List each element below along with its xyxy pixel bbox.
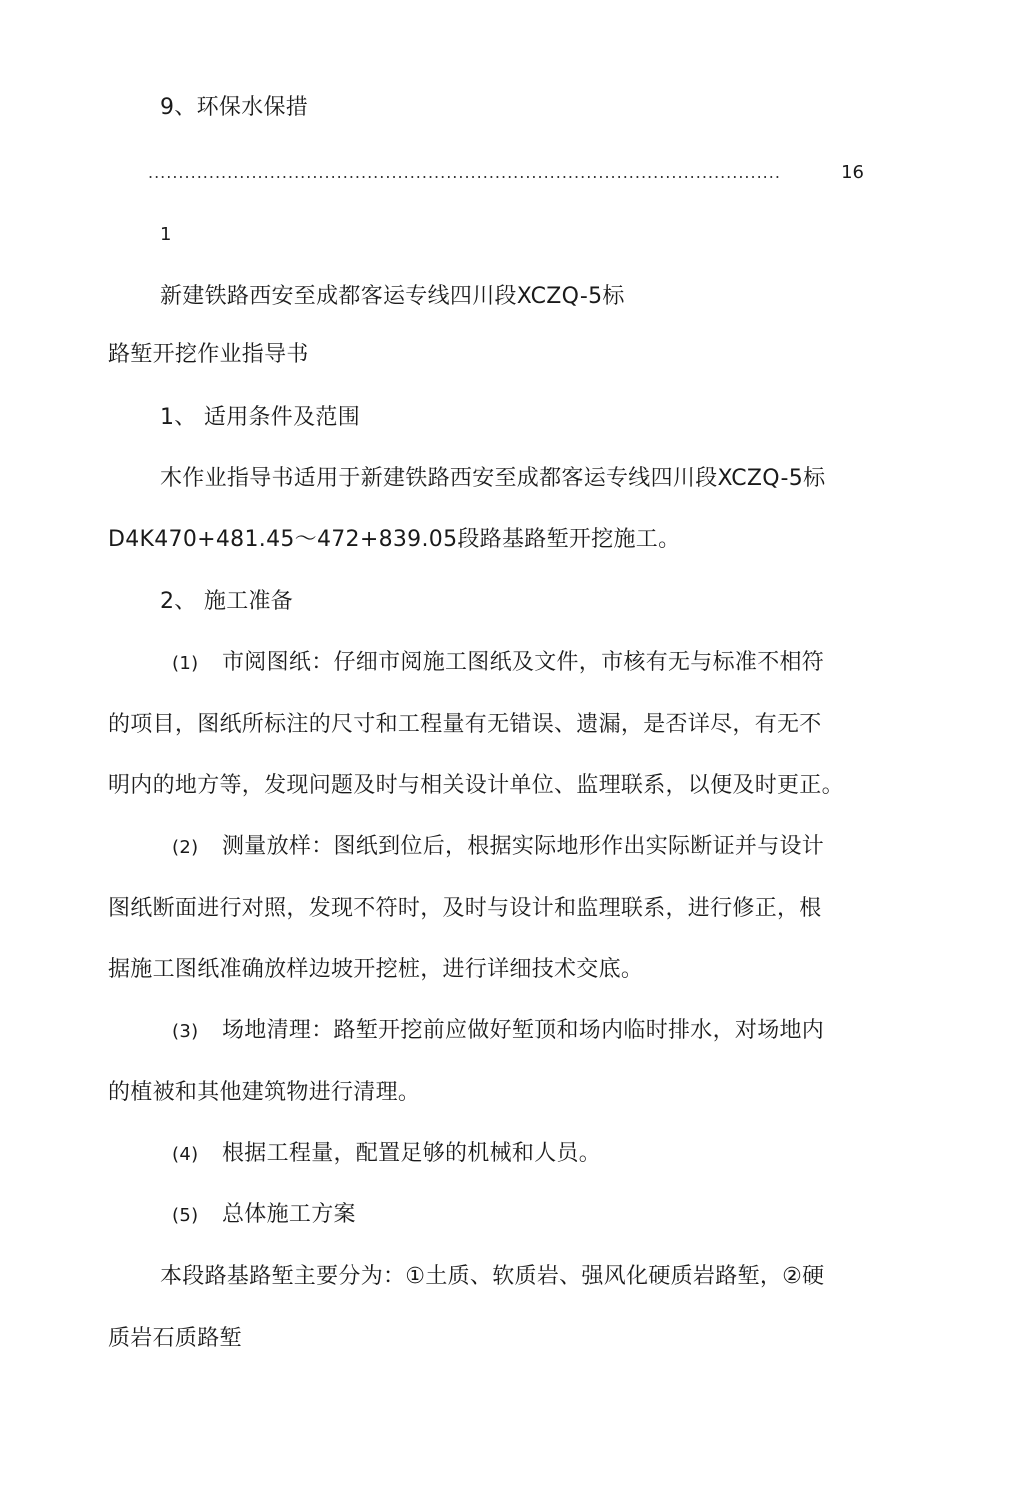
toc-entry-row	[148, 158, 864, 188]
section2-heading: 2、 施工准备	[160, 589, 294, 614]
plan-paragraph-line1: 本段路基路堑主要分为：①土质、软质岩、强风化硬质岩路堑，②硬	[160, 1264, 825, 1289]
toc-leader-dots: ........................................................................................................	[148, 163, 781, 182]
plan-paragraph-line2: 质岩石质路堑	[108, 1326, 242, 1351]
section1-paragraph-line1: 木作业指导书适用于新建铁路西安至成都客运专线四川段XCZQ-5标	[160, 466, 826, 491]
item2-line1: 测量放样：图纸到位后，根据实际地形作出实际断证并与设计	[222, 834, 825, 859]
document-title: 路堑开挖作业指导书	[108, 342, 309, 367]
item5-number: (5)	[172, 1205, 199, 1226]
section1-paragraph-line2: D4K470+481.45～472+839.05段路基路堑开挖施工。	[108, 527, 681, 552]
item2-line2: 图纸断面进行对照，发现不符时，及时与设计和监理联系，进行修正，根	[108, 896, 822, 921]
item3-number: (3)	[172, 1021, 199, 1042]
toc-entry-page: 16	[841, 162, 864, 183]
item1-line1: 市阅图纸：仔细市阅施工图纸及文件，市核有无与标准不相符	[222, 650, 825, 675]
item5-line1: 总体施工方案	[222, 1202, 356, 1227]
item1-number: (1)	[172, 653, 199, 674]
item4-line1: 根据工程量，配置足够的机械和人员。	[222, 1141, 602, 1166]
item4-number: (4)	[172, 1144, 199, 1165]
section1-heading: 1、 适用条件及范围	[160, 405, 360, 430]
toc-entry-title: 9、环保水保措	[160, 95, 309, 120]
item1-line2: 的项目，图纸所标注的尺寸和工程量有无错误、遗漏，是否详尽，有无不	[108, 712, 822, 737]
item1-line3: 明内的地方等，发现问题及时与相关设计单位、监理联系，以便及时更正。	[108, 773, 844, 798]
page-number: 1	[160, 224, 172, 245]
item2-number: (2)	[172, 837, 199, 858]
project-title: 新建铁路西安至成都客运专线四川段XCZQ-5标	[160, 284, 625, 309]
item3-line1: 场地清理：路堑开挖前应做好堑顶和场内临时排水，对场地内	[222, 1018, 825, 1043]
item3-line2: 的植被和其他建筑物进行清理。	[108, 1080, 421, 1105]
item2-line3: 据施工图纸准确放样边坡开挖桩，进行详细技术交底。	[108, 957, 644, 982]
